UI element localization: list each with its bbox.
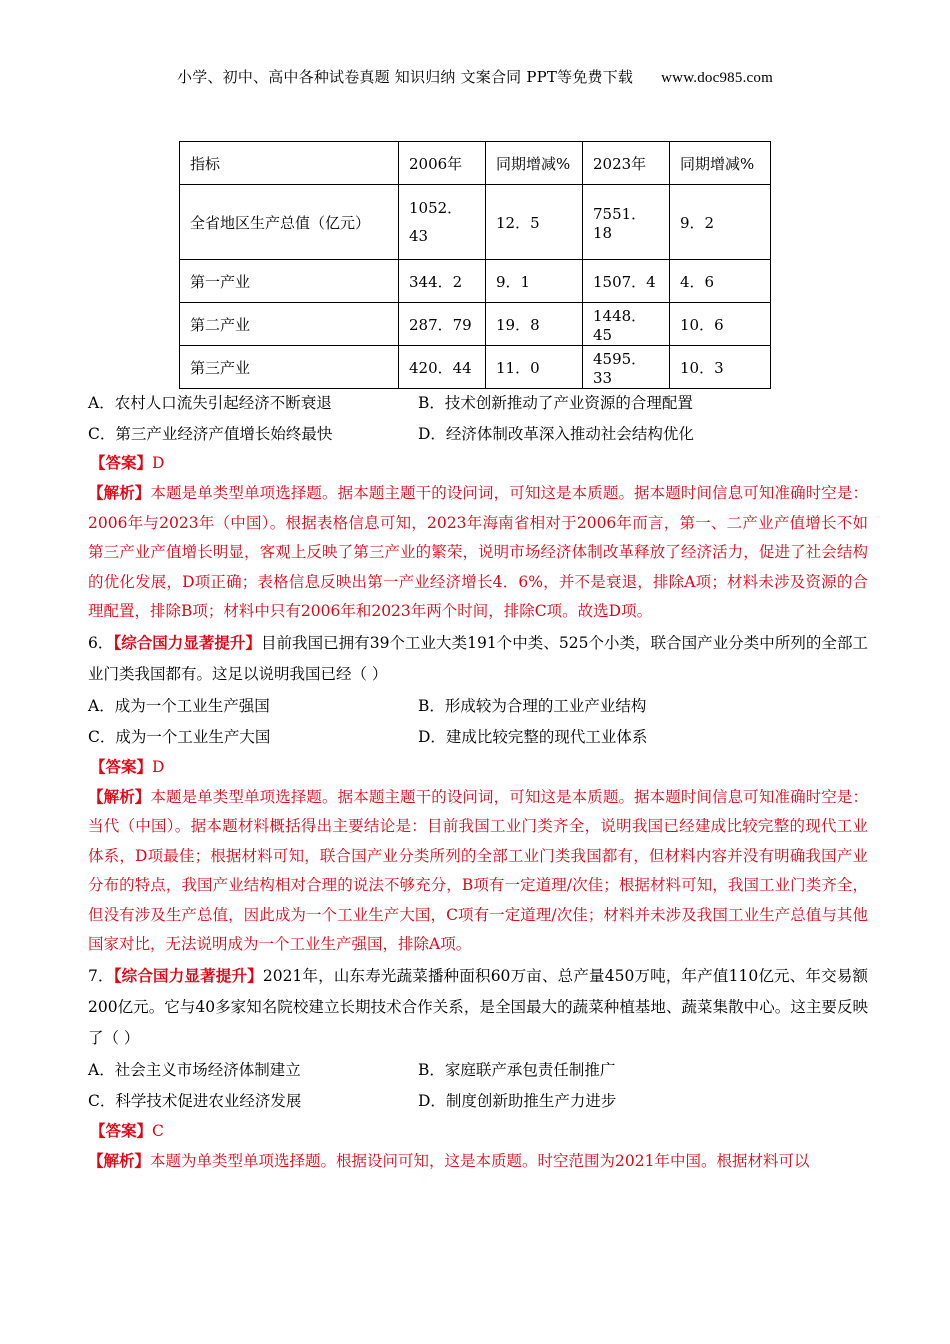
q6-option-d: D．建成比较完整的现代工业体系 — [418, 728, 648, 746]
table-cell: 4595．33 — [583, 346, 670, 389]
table-cell: 1448．45 — [583, 303, 670, 346]
q7-option-a: A．社会主义市场经济体制建立 — [88, 1061, 301, 1079]
analysis-label: 【解析】 — [88, 1150, 151, 1170]
table-cell: 全省地区生产总值（亿元） — [180, 185, 399, 260]
q6-option-a: A．成为一个工业生产强国 — [88, 697, 270, 715]
q7-tag: 【综合国力显著提升】 — [113, 965, 263, 985]
q7-analysis — [88, 1146, 868, 1177]
table-cell: 12．5 — [486, 185, 583, 260]
answer-value: D — [152, 757, 165, 776]
question-content — [88, 386, 868, 1176]
table-cell: 10．3 — [670, 346, 771, 389]
analysis-text: 本题是单类型单项选择题。据本题主题干的设问词，可知这是本质题。据本题时间信息可知准确时空是：当代（中国）。据本题材料概括得出主要结论是：目前我国工业门类齐全，说明我国已经建成比较完整的现代工业体系，D项最佳；根据材料可知，联合国产业分类所列的全部工业门类我国都有，但材料内容并没有明确我国产业分布的特点，我国产业结构相对合理的说法不够充分，B项有一定道理/次佳；根据材料可知，我国工业门类齐全，但没有涉及生产总值，因此成为一个工业生产大国，C项有一定道理/次佳；材料并未涉及我国工业生产总值与其他国家对比，无法说明成为一个工业生产强国，排除A项。 — [88, 787, 868, 953]
q5-option-c: C．第三产业经济产值增长始终最快 — [88, 424, 333, 443]
table-row — [180, 260, 771, 303]
table-cell: 19．8 — [486, 303, 583, 346]
q6-stem — [88, 627, 868, 690]
analysis-label: 【解析】 — [88, 483, 151, 502]
table-header-cell: 同期增减% — [670, 142, 771, 185]
q6-analysis — [88, 782, 868, 960]
analysis-text: 本题是单类型单项选择题。据本题主题干的设问词，可知这是本质题。据本题时间信息可知准确时空是：2006年与2023年（中国）。根据表格信息可知，2023年海南省相对于2006年而言，第一、二产业产值增长不如第三产业产值增长明显，客观上反映了第三产业的繁荣，说明市场经济体制改革释放了经济活力，促进了社会结构的优化发展，D项正确；表格信息反映出第一产业经济增长4．6%，并不是衰退，排除A项；材料未涉及资源的合理配置，排除B项；材料中只有2006年和2023年两个时间，排除C项。故选D项。 — [88, 484, 868, 620]
table-header-row — [180, 142, 771, 185]
analysis-text: 本题为单类型单项选择题。根据设问可知，这是本质题。时空范围为2021年中国。根据材料可以 — [150, 1151, 810, 1170]
table-cell: 10．6 — [670, 303, 771, 346]
table-cell: 9．2 — [670, 185, 771, 260]
q6-options-row-2 — [88, 721, 868, 752]
q5-analysis — [88, 478, 868, 627]
answer-label: 【答案】 — [90, 756, 153, 776]
table-row — [180, 346, 771, 389]
q5-options-row-1 — [88, 386, 868, 417]
q5-answer — [88, 448, 868, 478]
q7-stem — [88, 960, 868, 1054]
table-cell: 11．0 — [486, 346, 583, 389]
economy-table — [179, 141, 771, 389]
page-header — [0, 66, 950, 87]
q6-option-c: C．成为一个工业生产大国 — [88, 728, 271, 746]
q7-stem-text: 2021年，山东寿光蔬菜播种面积60万亩、总产量450万吨，年产值110亿元、年交易额200亿元。它与40多家知名院校建立长期技术合作关系，是全国最大的蔬菜种植基地、蔬菜集散中心。这主要反映了（ ） — [88, 966, 868, 1047]
table-header-cell: 2023年 — [583, 142, 670, 185]
table-cell: 287．79 — [399, 303, 486, 346]
answer-value: C — [152, 1121, 164, 1140]
q7-option-c: C．科学技术促进农业经济发展 — [88, 1092, 302, 1110]
header-site: www.doc985.com — [661, 70, 773, 86]
q5-options-row-2 — [88, 417, 868, 448]
q5-option-a: A．农村人口流失引起经济不断衰退 — [88, 393, 332, 412]
table-cell: 第一产业 — [180, 260, 399, 303]
q7-number: 7． — [88, 966, 114, 985]
answer-label: 【答案】 — [90, 453, 153, 472]
table-header-cell: 2006年 — [399, 142, 486, 185]
q7-options-row-2 — [88, 1085, 868, 1116]
q5-option-d: D．经济体制改革深入推动社会结构优化 — [418, 424, 694, 443]
answer-label: 【答案】 — [90, 1120, 153, 1140]
table-header-cell: 同期增减% — [486, 142, 583, 185]
q6-stem-text: 目前我国已拥有39个工业大类191个中类、525个小类，联合国产业分类中所列的全部工业门类我国都有。这足以说明我国已经（ ） — [88, 633, 868, 683]
table-cell: 9．1 — [486, 260, 583, 303]
q7-option-d: D．制度创新助推生产力进步 — [418, 1092, 617, 1110]
q7-option-b: B．家庭联产承包责任制推广 — [418, 1061, 616, 1079]
q7-answer — [88, 1116, 868, 1146]
table-row — [180, 185, 771, 260]
q6-answer — [88, 752, 868, 782]
table-header-cell: 指标 — [180, 142, 399, 185]
q5-option-b: B．技术创新推动了产业资源的合理配置 — [418, 393, 693, 412]
header-text: 小学、初中、高中各种试卷真题 知识归纳 文案合同 PPT等免费下载 — [177, 68, 634, 86]
q6-tag: 【综合国力显著提升】 — [113, 632, 261, 652]
table-cell: 4．6 — [670, 260, 771, 303]
table-cell: 第二产业 — [180, 303, 399, 346]
q7-options-row-1 — [88, 1054, 868, 1085]
answer-value: D — [152, 454, 165, 472]
table-cell: 344．2 — [399, 260, 486, 303]
analysis-label: 【解析】 — [88, 786, 151, 806]
q6-number: 6． — [88, 633, 114, 652]
q6-option-b: B．形成较为合理的工业产业结构 — [418, 697, 647, 715]
table-row — [180, 303, 771, 346]
table-cell: 第三产业 — [180, 346, 399, 389]
q6-options-row-1 — [88, 690, 868, 721]
table-cell: 1507．4 — [583, 260, 670, 303]
table-cell: 7551．18 — [583, 185, 670, 260]
table-cell: 420．44 — [399, 346, 486, 389]
table-cell: 1052．43 — [399, 185, 486, 260]
